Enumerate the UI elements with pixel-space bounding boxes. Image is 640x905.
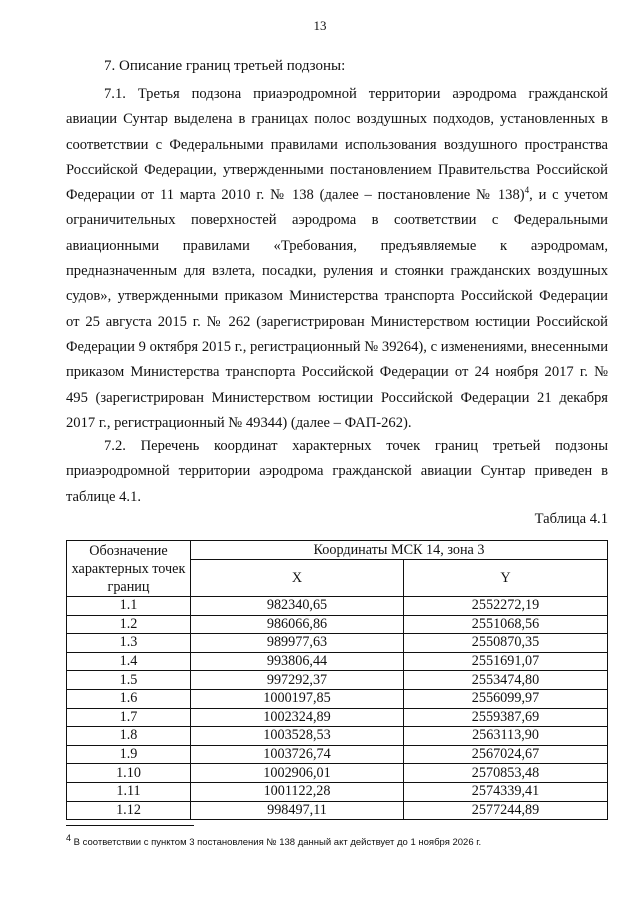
table-row [67, 615, 608, 634]
table-row [67, 689, 608, 708]
x-coordinate-cell: 1003726,74 [191, 745, 404, 764]
table-row [67, 727, 608, 746]
table-caption: Таблица 4.1 [534, 511, 608, 527]
table-row [67, 745, 608, 764]
y-coordinate-cell: 2570853,48 [404, 764, 608, 783]
header-y: Y [404, 560, 608, 597]
table-row [67, 634, 608, 653]
y-coordinate-cell: 2550870,35 [404, 634, 608, 653]
x-coordinate-cell: 986066,86 [191, 615, 404, 634]
x-coordinate-cell: 982340,65 [191, 597, 404, 616]
x-coordinate-cell: 1003528,53 [191, 727, 404, 746]
footnote-marker: 4 [66, 832, 72, 843]
x-coordinate-cell: 1002906,01 [191, 764, 404, 783]
table-row [67, 782, 608, 801]
y-coordinate-cell: 2563113,90 [404, 727, 608, 746]
point-cell: 1.7 [67, 708, 191, 727]
y-coordinate-cell: 2577244,89 [404, 801, 608, 820]
header-point-designation: Обозначение характерных точек границ [67, 541, 191, 597]
paragraph-7-2-text: 7.2. Перечень координат характерных точек границ третьей подзоны приаэродромной территории аэродрома гражданской авиации Сунтар приведен в таблице 4.1. [66, 438, 608, 505]
point-cell: 1.5 [67, 671, 191, 690]
footnote-text: В соответствии с пунктом 3 постановления № 138 данный акт действует до 1 ноября 2026 г. [71, 837, 482, 848]
footnote-divider [66, 825, 194, 826]
paragraph-7-2 [66, 434, 608, 510]
point-cell: 1.8 [67, 727, 191, 746]
paragraph-7-1 [66, 82, 608, 436]
table-row [67, 597, 608, 616]
y-coordinate-cell: 2551068,56 [404, 615, 608, 634]
y-coordinate-cell: 2567024,67 [404, 745, 608, 764]
y-coordinate-cell: 2552272,19 [404, 597, 608, 616]
section-heading: 7. Описание границ третьей подзоны: [104, 58, 346, 74]
paragraph-7-1-continuation: , и с учетом ограничительных поверхностей аэродрома в соответствии с Федеральными авиационными правилами «Требования, предъявляемые к аэродромам, предназначенным для взлета, посадки, руления и стоянки гражданских воздушных судов», утвержденными приказом Министерства транспорта Российской Федерации от 25 августа 2015 г. № 262 (зарегистрирован Министерством юстиции Российской Федерации 9 октября 2015 г., регистрационный № 39264), с изменениями, внесенными приказом Министерства транспорта Российской Федерации от 24 ноября 2017 г. № 495 (зарегистрирован Министерством юстиции Российской Федерации 21 декабря 2017 г., регистрационный № 49344) (далее – ФАП-262). [66, 187, 608, 431]
paragraph-7-1-text: 7.1. Третья подзона приаэродромной территории аэродрома гражданской авиации Сунтар выделена в границах полос воздушных подходов, установленных в соответствии с Федеральными правилами использования воздушного пространства Российской Федерации, утвержденными постановлением Правительства Российской Федерации от 11 марта 2010 г. № 138 (далее – постановление № 138) [66, 86, 608, 204]
table-row [67, 764, 608, 783]
point-cell: 1.12 [67, 801, 191, 820]
table-row [67, 708, 608, 727]
point-cell: 1.6 [67, 689, 191, 708]
y-coordinate-cell: 2553474,80 [404, 671, 608, 690]
x-coordinate-cell: 1002324,89 [191, 708, 404, 727]
header-coordinates-group: Координаты МСК 14, зона 3 [191, 541, 608, 560]
y-coordinate-cell: 2556099,97 [404, 689, 608, 708]
point-cell: 1.10 [67, 764, 191, 783]
page-number: 13 [313, 18, 327, 33]
point-cell: 1.2 [67, 615, 191, 634]
x-coordinate-cell: 997292,37 [191, 671, 404, 690]
header-x: X [191, 560, 404, 597]
point-cell: 1.9 [67, 745, 191, 764]
y-coordinate-cell: 2559387,69 [404, 708, 608, 727]
y-coordinate-cell: 2551691,07 [404, 652, 608, 671]
y-coordinate-cell: 2574339,41 [404, 782, 608, 801]
x-coordinate-cell: 998497,11 [191, 801, 404, 820]
table-row [67, 652, 608, 671]
x-coordinate-cell: 1000197,85 [191, 689, 404, 708]
point-cell: 1.4 [67, 652, 191, 671]
coordinates-table [66, 540, 608, 820]
point-cell: 1.11 [67, 782, 191, 801]
point-cell: 1.1 [67, 597, 191, 616]
x-coordinate-cell: 993806,44 [191, 652, 404, 671]
point-cell: 1.3 [67, 634, 191, 653]
footnote [66, 832, 482, 848]
x-coordinate-cell: 1001122,28 [191, 782, 404, 801]
x-coordinate-cell: 989977,63 [191, 634, 404, 653]
table-row [67, 671, 608, 690]
table-row [67, 801, 608, 820]
footnote-reference: 4 [524, 185, 530, 196]
